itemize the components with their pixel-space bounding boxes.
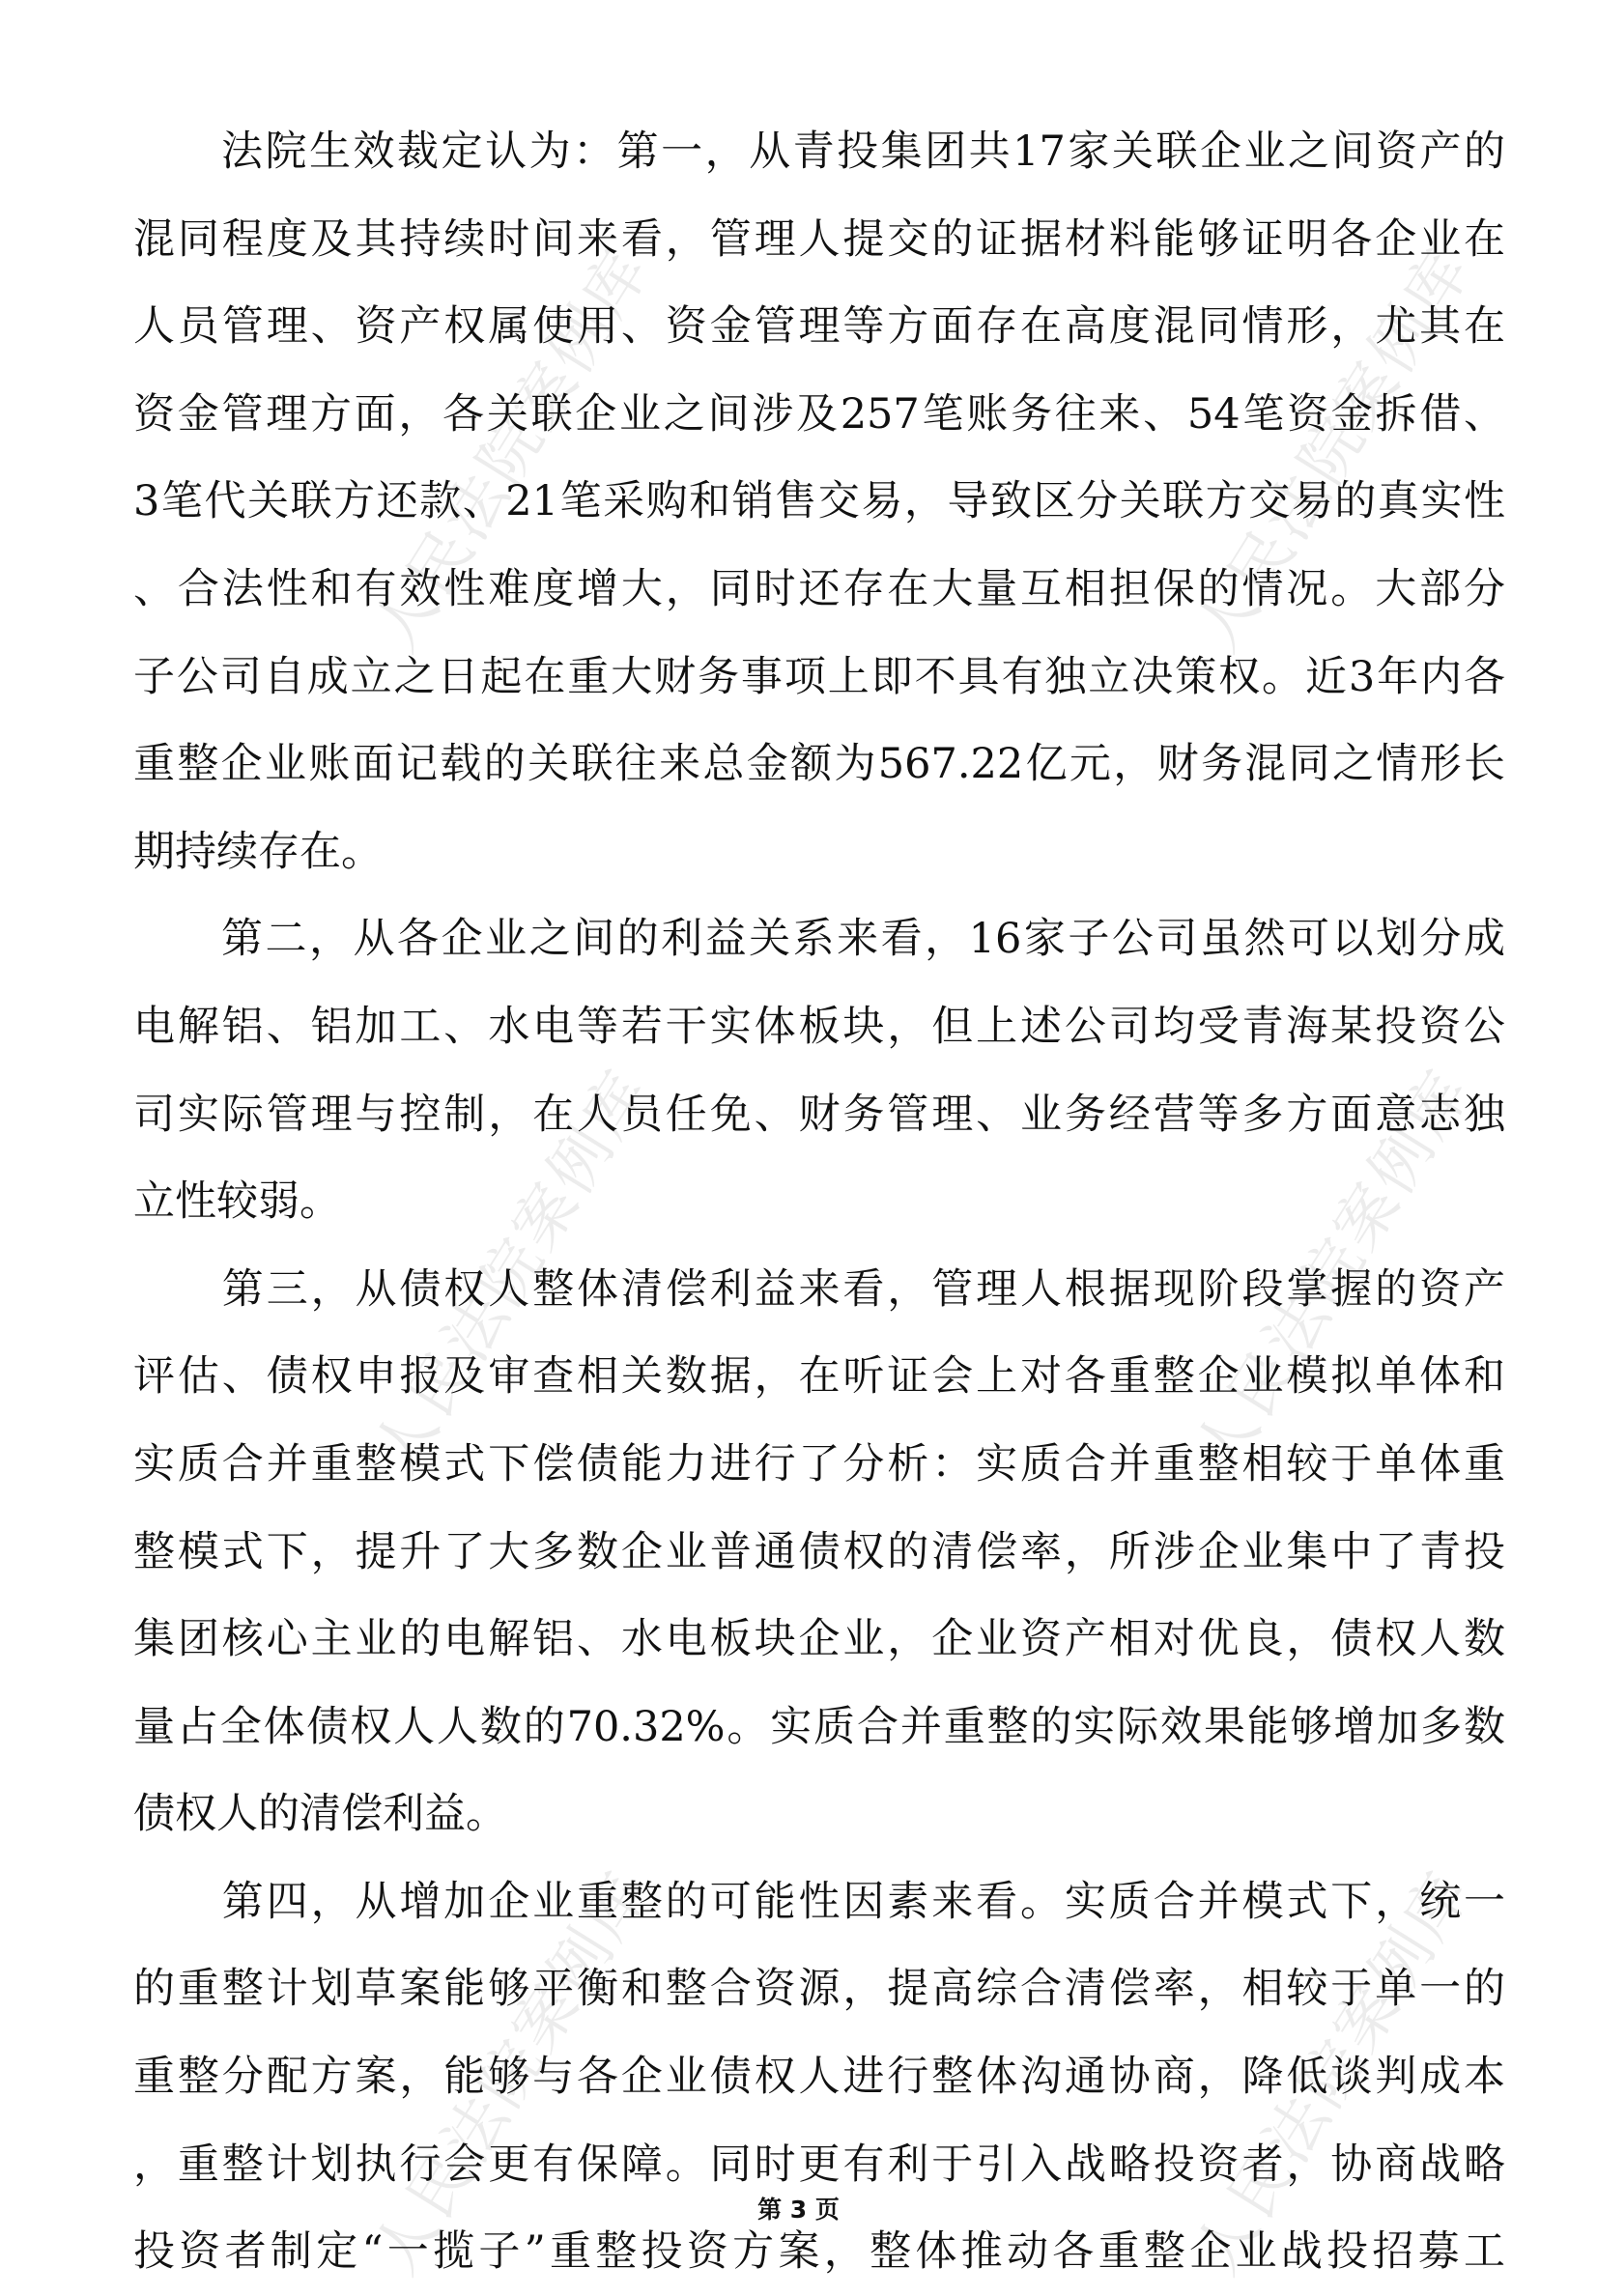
text-line: 3笔代关联方还款、21笔采购和销售交易，导致区分关联方交易的真实性 [133, 477, 1505, 526]
watermark: 人民法院案例库 [1181, 1057, 1486, 1486]
text-line: 期持续存在。 [133, 827, 383, 876]
text-line: 重整企业账面记载的关联往来总金额为567.22亿元，财务混同之情形长 [133, 740, 1505, 789]
watermark: 人民法院案例库 [1181, 1858, 1486, 2287]
text-line: 司实际管理与控制，在人员任免、财务管理、业务经营等多方面意志独 [133, 1090, 1505, 1139]
text-line: 实质合并重整模式下偿债能力进行了分析：实质合并重整相较于单体重 [133, 1439, 1505, 1488]
text-line: 重整分配方案，能够与各企业债权人进行整体沟通协商，降低谈判成本 [133, 2053, 1505, 2102]
watermark: 人民法院案例库 [1181, 236, 1486, 665]
text-line: 电解铝、铝加工、水电等若干实体板块，但上述公司均受青海某投资公 [133, 1002, 1505, 1051]
text-line: 债权人的清偿利益。 [133, 1790, 507, 1839]
text-line: 量占全体债权人人数的70.32%。实质合并重整的实际效果能够增加多数 [133, 1702, 1505, 1751]
text-line: 整模式下，提升了大多数企业普通债权的清偿率，所涉企业集中了青投 [133, 1527, 1505, 1576]
text-line: 的重整计划草案能够平衡和整合资源，提高综合清偿率，相较于单一的 [133, 1965, 1505, 2014]
text-line: 人员管理、资产权属使用、资金管理等方面存在高度混同情形，尤其在 [133, 302, 1505, 352]
text-line: 第四，从增加企业重整的可能性因素来看。实质合并模式下，统一 [133, 1877, 1505, 1926]
watermark: 人民法院案例库 [359, 1057, 665, 1486]
text-line: 子公司自成立之日起在重大财务事项上即不具有独立决策权。近3年内各 [133, 652, 1505, 701]
text-line: 评估、债权申报及审查相关数据，在听证会上对各重整企业模拟单体和 [133, 1352, 1505, 1402]
text-line: 立性较弱。 [133, 1177, 341, 1227]
text-line: 法院生效裁定认为：第一，从青投集团共17家关联企业之间资产的 [133, 128, 1505, 176]
text-line: 集团核心主业的电解铝、水电板块企业，企业资产相对优良，债权人数 [133, 1615, 1505, 1664]
text-line: 混同程度及其持续时间来看，管理人提交的证据材料能够证明各企业在 [133, 214, 1505, 264]
watermark: 人民法院案例库 [359, 236, 665, 665]
paragraph-1 [133, 108, 1505, 895]
document-body [133, 108, 1505, 2296]
watermark: 人民法院案例库 [359, 1858, 665, 2287]
text-line: 投资者制定“一揽子”重整投资方案，整体推动各重整企业战投招募工 [133, 2227, 1505, 2277]
page-number: 第 3 页 [757, 2196, 840, 2224]
text-line: 资金管理方面，各关联企业之间涉及257笔账务往来、54笔资金拆借、 [133, 389, 1505, 439]
text-line: ，重整计划执行会更有保障。同时更有利于引入战略投资者，协商战略 [133, 2140, 1505, 2189]
text-line: 第二，从各企业之间的利益关系来看，16家子公司虽然可以划分成 [133, 915, 1505, 964]
paragraph-4 [133, 1858, 1505, 2296]
text-line: 、合法性和有效性难度增大，同时还存在大量互相担保的情况。大部分 [133, 564, 1505, 613]
paragraph-2 [133, 895, 1505, 1245]
text-line: 第三，从债权人整体清偿利益来看，管理人根据现阶段掌握的资产 [133, 1264, 1505, 1314]
paragraph-3 [133, 1246, 1505, 1858]
